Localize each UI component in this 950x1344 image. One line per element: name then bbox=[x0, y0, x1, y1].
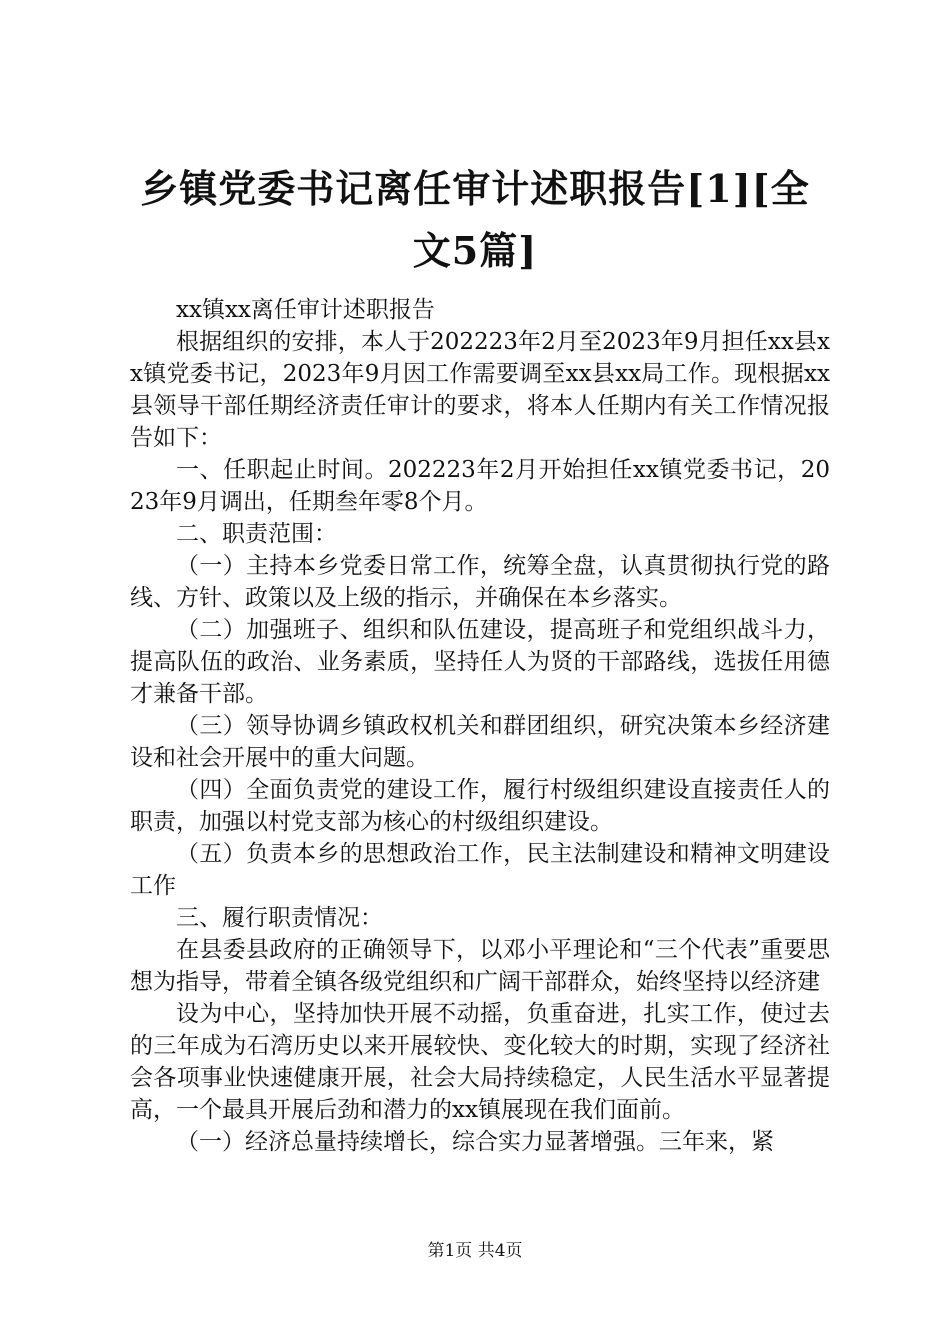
paragraph: 根据组织的安排，本人于202223年2月至2023年9月担任xx县xx镇党委书记，2023年9月因工作需要调至xx县xx局工作。现根据xx县领导干部任期经济责任审计的要求，将本人任期内有关工作情况报告如下： bbox=[130, 329, 830, 451]
paragraph: 在县委县政府的正确领导下，以邓小平理论和“三个代表”重要思想为指导，带着全镇各级党组织和广阔干部群众，始终坚持以经济建 bbox=[130, 937, 830, 995]
document-title: 乡镇党委书记离任审计述职报告[1][全文5篇] bbox=[140, 166, 810, 273]
paragraph: （三）领导协调乡镇政权机关和群团组织，研究决策本乡经济建设和社会开展中的重大问题。 bbox=[130, 713, 830, 771]
paragraph: （五）负责本乡的思想政治工作，民主法制建设和精神文明建设工作 bbox=[130, 841, 830, 899]
paragraph: 设为中心，坚持加快开展不动摇，负重奋进，扎实工作，使过去的三年成为石湾历史以来开展较快、变化较大的时期，实现了经济社会各项事业快速健康开展，社会大局持续稳定，人民生活水平显著提高，一个最具开展后劲和潜力的xx镇展现在我们面前。 bbox=[130, 1001, 830, 1123]
paragraph: （一）主持本乡党委日常工作，统筹全盘，认真贯彻执行党的路线、方针、政策以及上级的指示，并确保在本乡落实。 bbox=[130, 553, 830, 611]
paragraph-heading: xx镇xx离任审计述职报告 bbox=[176, 297, 435, 323]
document-body bbox=[130, 294, 830, 1158]
page-footer: 第1页 共4页 bbox=[427, 1241, 523, 1261]
paragraph: （二）加强班子、组织和队伍建设，提高班子和党组织战斗力，提高队伍的政治、业务素质，坚持任人为贤的干部路线，选拔任用德才兼备干部。 bbox=[130, 617, 830, 707]
paragraph: 一、任职起止时间。202223年2月开始担任xx镇党委书记，2023年9月调出，任期叁年零8个月。 bbox=[130, 457, 830, 515]
paragraph: （四）全面负责党的建设工作，履行村级组织建设直接责任人的职责，加强以村党支部为核心的村级组织建设。 bbox=[130, 777, 830, 835]
paragraph: 三、履行职责情况： bbox=[176, 905, 383, 931]
paragraph: （一）经济总量持续增长，综合实力显著增强。三年来，紧 bbox=[176, 1129, 774, 1155]
paragraph: 二、职责范围： bbox=[176, 521, 337, 547]
